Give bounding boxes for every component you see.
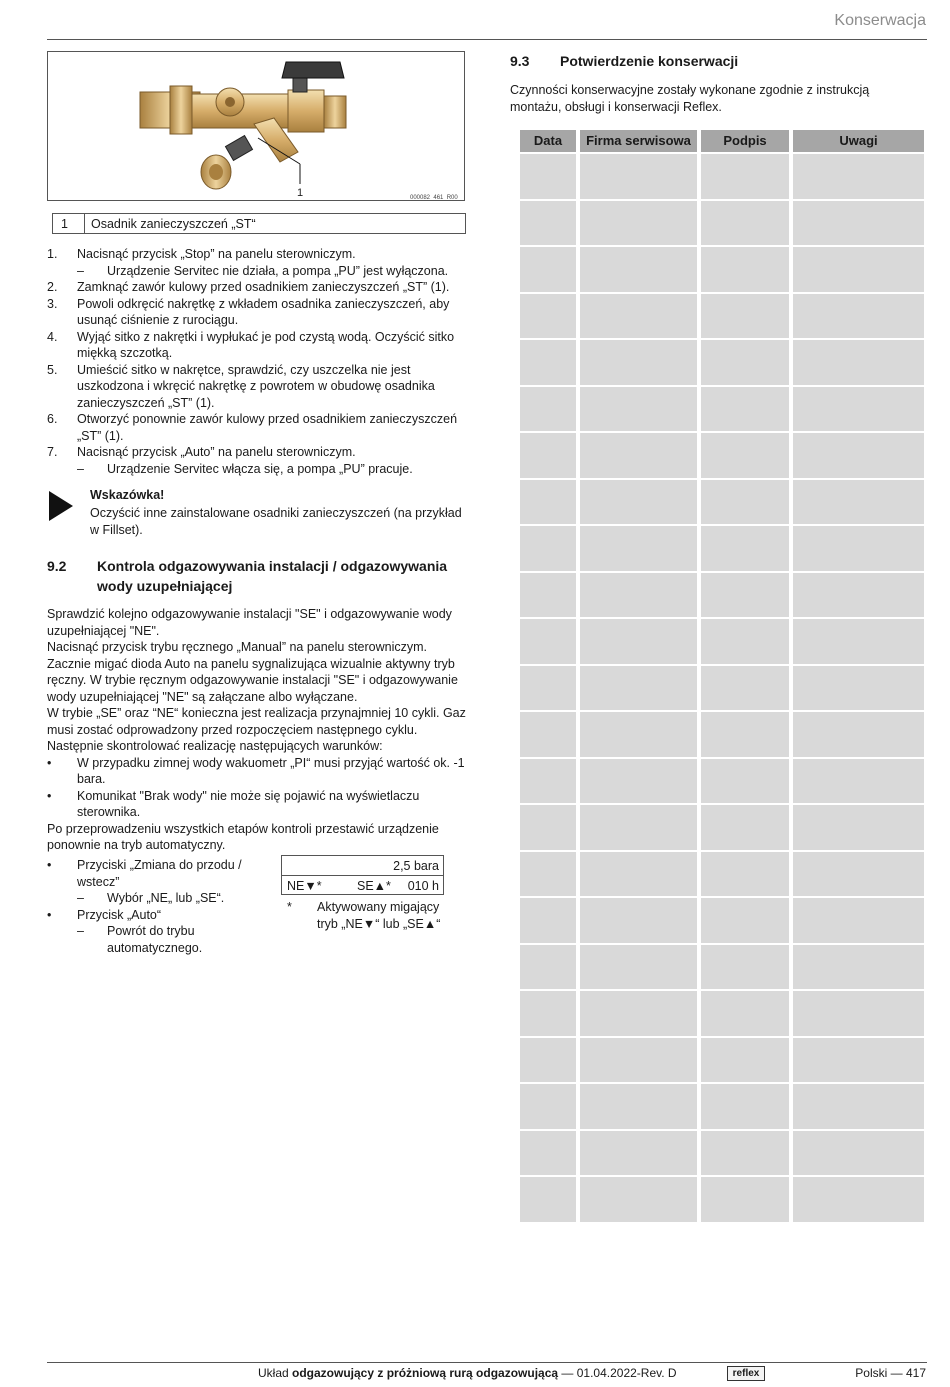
table-cell [701,154,789,199]
table-cell [520,991,576,1036]
table-cell [701,991,789,1036]
table-cell [701,852,789,897]
cleaning-steps [47,246,467,477]
list-item: 6. Otworzyć ponownie zawór kulowy przed osadnikiem zanieczyszczeń „ST” (1). [47,412,458,443]
section-title: Potwierdzenie konserwacji [560,53,739,69]
footer-document-title: Układ odgazowujący z próżniową rurą odgazowującą — 01.04.2022-Rev. D [258,1366,677,1380]
table-cell [793,898,924,943]
table-cell [580,154,697,199]
table-cell [793,619,924,664]
table-cell [520,1038,576,1083]
maintenance-confirmation-table [518,130,925,1225]
column-header-company: Firma serwisowa [580,130,697,152]
table-cell [580,945,697,990]
table-cell [793,201,924,246]
table-cell [793,1084,924,1129]
legend-text: Osadnik zanieczyszczeń „ST“ [91,217,256,231]
list-sub-item: – Wybór „NE„ lub „SE“. [77,891,225,905]
table-cell [793,294,924,339]
table-cell [580,201,697,246]
list-item: 5. Umieścić sitko w nakrętce, sprawdzić, czy uszczelka nie jest uszkodzona i wkręcić nakrętkę z powrotem w obudowę osadnika zanieczyszczeń „ST” (1). [47,362,435,410]
controller-display [281,855,444,895]
strainer-illustration [48,52,465,201]
button-list [47,857,262,956]
table-cell [701,1131,789,1176]
table-cell [701,387,789,432]
note-title: Wskazówka! [90,488,165,502]
table-cell [793,991,924,1036]
table-cell [580,852,697,897]
table-cell [580,573,697,618]
table-cell [793,154,924,199]
footer-divider [47,1362,927,1363]
figure-callout: 1 [297,187,304,199]
table-cell [580,247,697,292]
list-sub-item: – Powrót do trybu automatycznego. [77,924,203,955]
section-number: 9.3 [510,53,530,69]
header-divider [47,39,927,40]
display-pressure: 2,5 bara [393,859,439,873]
table-cell [793,526,924,571]
table-cell [520,480,576,525]
table-cell [701,898,789,943]
table-cell [520,1177,576,1222]
footer-page-number: Polski — 417 [855,1366,926,1380]
paragraph: W trybie „SE” oraz “NE“ konieczna jest realizacja przynajmniej 10 cykli. Gaz musi zostać odprowadzony przed rozpoczęciem następnego cyklu. Następnie skontrolować realizację następujących warunków: [47,706,466,753]
table-cell [701,526,789,571]
table-cell [580,991,697,1036]
table-cell [701,201,789,246]
table-cell [580,526,697,571]
table-cell [520,759,576,804]
table-cell [580,712,697,757]
table-cell [701,294,789,339]
list-sub-item: – Urządzenie Servitec nie działa, a pompa „PU” jest wyłączona. [77,263,449,278]
section-title: Kontrola odgazowywania instalacji / odgazowywania wody uzupełniającej [97,558,448,594]
reflex-logo: reflex [727,1366,765,1381]
list-item: 3. Powoli odkręcić nakrętkę z wkładem osadnika zanieczyszczeń, aby usunąć ciśnienie z rurociągu. [47,296,450,327]
table-cell [580,480,697,525]
table-cell [580,1084,697,1129]
section-title: Konserwacja [834,12,926,29]
table-cell [793,1131,924,1176]
table-cell [701,712,789,757]
table-cell [580,294,697,339]
display-status-line [282,875,443,895]
legend-number: 1 [53,214,85,233]
table-cell [701,1084,789,1129]
section-number: 9.2 [47,558,67,574]
table-cell [520,1084,576,1129]
table-cell [793,387,924,432]
table-cell [580,1131,697,1176]
table-cell [793,712,924,757]
strainer-figure [47,51,465,201]
table-cell [520,387,576,432]
list-item: • W przypadku zimnej wody wakuometr „PI“ musi przyjąć wartość ok. -1 bara. [47,755,465,786]
table-cell [520,526,576,571]
table-cell [580,666,697,711]
section-9-2-body [47,606,472,854]
list-item: • Przycisk „Auto“ [47,907,162,922]
table-cell [793,852,924,897]
table-cell [520,154,576,199]
list-item: 1. Nacisnąć przycisk „Stop” na panelu sterowniczym. [47,247,356,261]
table-cell [793,433,924,478]
table-cell [520,852,576,897]
table-cell [701,480,789,525]
section-9-3-intro: Czynności konserwacyjne zostały wykonane zgodnie z instrukcją montażu, obsługi i konserwacji Reflex. [510,83,870,114]
table-cell [701,1177,789,1222]
table-cell [701,759,789,804]
display-footnote: * Aktywowany migający tryb „NE▼“ lub „SE▲“ [287,900,441,931]
list-item: 2. Zamknąć zawór kulowy przed osadnikiem zanieczyszczeń „ST” (1). [47,280,450,294]
table-cell [793,666,924,711]
note-arrow-icon [49,491,73,521]
table-cell [701,573,789,618]
table-cell [520,247,576,292]
table-cell [520,666,576,711]
column-header-date: Data [520,130,576,152]
paragraph: Sprawdzić kolejno odgazowywanie instalacji "SE" i odgazowywanie wody uzupełniającej "NE". [47,607,452,638]
table-cell [701,945,789,990]
table-cell [701,340,789,385]
table-cell [580,805,697,850]
table-cell [520,619,576,664]
table-cell [793,945,924,990]
table-cell [520,294,576,339]
table-cell [793,759,924,804]
figure-legend [52,213,466,234]
list-item: 7. Nacisnąć przycisk „Auto” na panelu sterowniczym. [47,445,356,459]
display-se: SE▲* [357,879,391,893]
table-cell [520,201,576,246]
table-cell [580,433,697,478]
table-cell [793,573,924,618]
list-sub-item: – Urządzenie Servitec włącza się, a pompa „PU” pracuje. [77,461,413,476]
list-item: 4. Wyjąć sitko z nakrętki i wypłukać je pod czystą wodą. Oczyścić sitko miękką szczotką. [47,329,455,360]
column-header-notes: Uwagi [793,130,924,152]
table-cell [701,805,789,850]
table-cell [580,1177,697,1222]
table-cell [520,945,576,990]
table-cell [701,433,789,478]
display-ne: NE▼* [287,879,322,893]
table-cell [580,340,697,385]
table-cell [520,712,576,757]
table-cell [520,340,576,385]
table-cell [793,480,924,525]
table-cell [793,805,924,850]
display-hours: 010 h [407,879,439,893]
table-cell [520,1131,576,1176]
note-text: Oczyścić inne zainstalowane osadniki zanieczyszczeń (na przykład w Fillset). [90,506,462,537]
list-item: • Komunikat "Brak wody" nie może się pojawić na wyświetlaczu sterownika. [47,788,420,819]
table-cell [701,666,789,711]
table-cell [701,247,789,292]
table-cell [580,387,697,432]
table-cell [701,619,789,664]
paragraph: Nacisnąć przycisk trybu ręcznego „Manual” na panelu sterowniczym. Zacznie migać dioda Auto na panelu sygnalizująca wizualnie aktywny tryb ręczny. W trybie ręcznym odgazowywanie instalacji "SE" i odgazowywanie wody uzupełniającej "NE" są załączane albo wyłączane. [47,640,458,704]
table-cell [580,898,697,943]
table-cell [520,433,576,478]
table-cell [520,573,576,618]
figure-code: 000082_461_R00 [410,195,458,201]
list-item: • Przyciski „Zmiana do przodu / wstecz” [47,858,242,889]
table-cell [793,247,924,292]
table-cell [793,1038,924,1083]
table-cell [701,1038,789,1083]
column-header-signature: Podpis [701,130,789,152]
table-cell [793,1177,924,1222]
table-cell [520,898,576,943]
table-cell [793,340,924,385]
table-cell [580,1038,697,1083]
table-cell [520,805,576,850]
table-cell [580,619,697,664]
paragraph: Po przeprowadzeniu wszystkich etapów kontroli przestawić urządzenie ponownie na tryb automatyczny. [47,821,439,852]
table-cell [580,759,697,804]
